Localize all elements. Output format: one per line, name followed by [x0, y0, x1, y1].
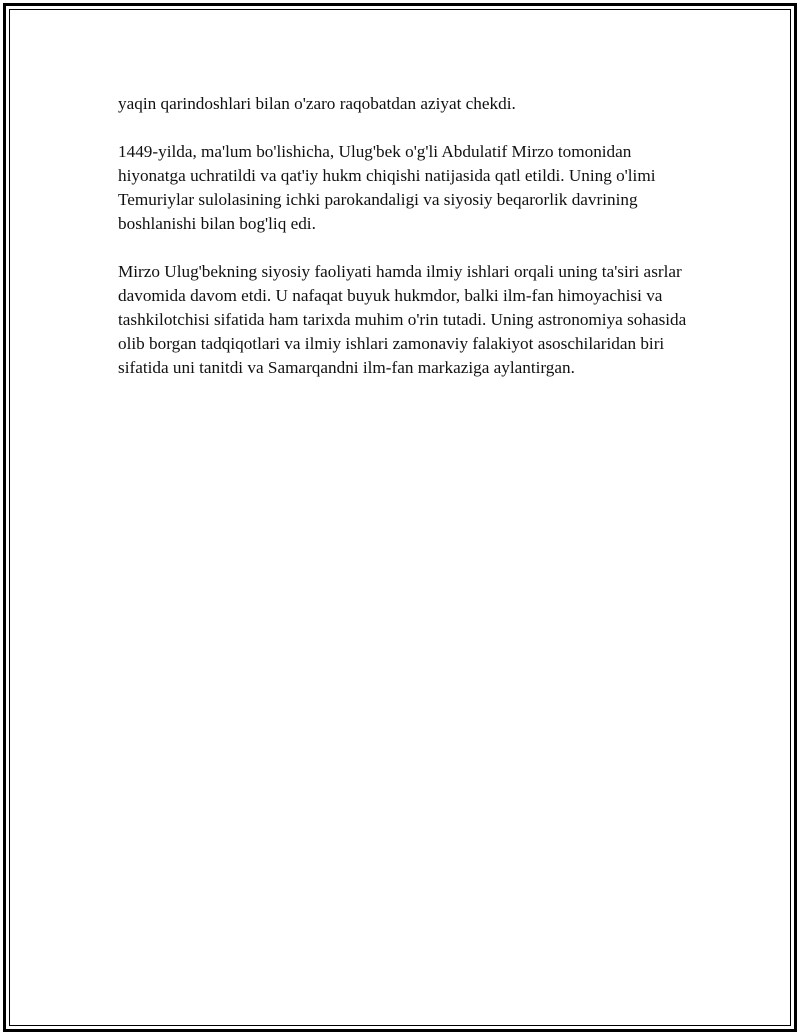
- paragraph-continuation: yaqin qarindoshlari bilan o'zaro raqobatdan aziyat chekdi.: [118, 94, 516, 113]
- document-body: [118, 92, 698, 404]
- paragraph-legacy: Mirzo Ulug'bekning siyosiy faoliyati hamda ilmiy ishlari orqali uning ta'siri asrlar davomida davom etdi. U nafaqat buyuk hukmdor, balki ilm-fan himoyachisi va tashkilotchisi sifatida ham tarixda muhim o'rin tutadi. Uning astronomiya sohasida olib borgan tadqiqotlari va ilmiy ishlari zamonaviy falakiyot asoschilaridan biri sifatida uni tanitdi va Samarqandni ilm-fan markaziga aylantirgan.: [118, 262, 687, 377]
- paragraph-death-1449: 1449-yilda, ma'lum bo'lishicha, Ulug'bek o'g'li Abdulatif Mirzo tomonidan hiyonatga uchratildi va qat'iy hukm chiqishi natijasida qatl etildi. Uning o'limi Temuriylar sulolasining ichki parokandaligi va siyosiy beqarorlik davrining boshlanishi bilan bog'liq edi.: [118, 142, 656, 233]
